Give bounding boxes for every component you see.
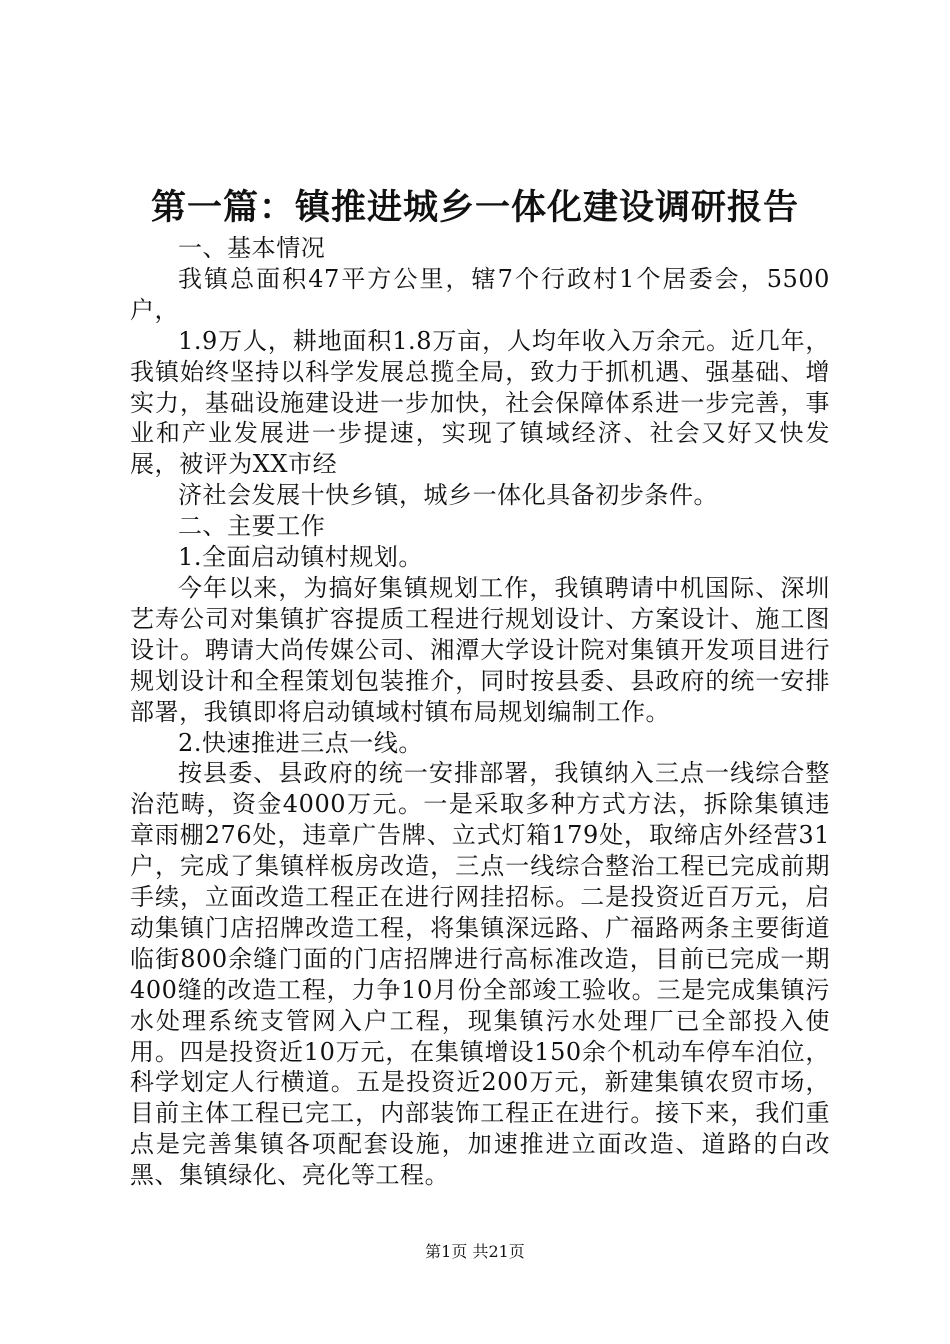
subsection-heading: 1.全面启动镇村规划。 <box>178 543 423 572</box>
page-number-footer: 第1页 共21页 <box>425 1242 525 1261</box>
document-title: 第一篇：镇推进城乡一体化建设调研报告 <box>150 187 799 228</box>
paragraph: 按县委、县政府的统一安排部署，我镇纳入三点一线综合整治范畴，资金4000万元。一是采取多种方式方法，拆除集镇违章雨棚276处，违章广告牌、立式灯箱179处，取缔店外经营31户，完成了集镇样板房改造，三点一线综合整治工程已完成前期手续，立面改造工程正在进行网挂招标。二是投资近百万元，启动集镇门店招牌改造工程，将集镇深远路、广福路两条主要街道临街800余缝门面的门店招牌进行高标准改造，目前已完成一期400缝的改造工程，力争10月份全部竣工验收。三是完成集镇污水处理系统支管网入户工程，现集镇污水处理厂已全部投入使用。四是投资近10万元，在集镇增设150余个机动车停车泊位，科学划定人行横道。五是投资近200万元，新建集镇农贸市场，目前主体工程已完工，内部装饰工程正在进行。接下来，我们重点是完善集镇各项配套设施，加速推进立面改造、道路的白改黑、集镇绿化、亮化等工程。 <box>130 759 830 1190</box>
paragraph: 济社会发展十快乡镇，城乡一体化具备初步条件。 <box>178 481 719 510</box>
subsection-heading: 2.快速推进三点一线。 <box>178 728 423 757</box>
document-body <box>130 233 830 1191</box>
section-heading: 二、主要工作 <box>178 512 326 541</box>
paragraph: 我镇总面积47平方公里，辖7个行政村1个居委会，5500户， <box>130 264 830 324</box>
paragraph: 1.9万人，耕地面积1.8万亩，人均年收入万余元。近几年，我镇始终坚持以科学发展总揽全局，致力于抓机遇、强基础、增实力，基础设施建设进一步加快，社会保障体系进一步完善，事业和产业发展进一步提速，实现了镇域经济、社会又好又快发展，被评为XX市经 <box>130 326 830 479</box>
section-heading: 一、基本情况 <box>178 234 326 262</box>
paragraph: 今年以来，为搞好集镇规划工作，我镇聘请中机国际、深圳艺寿公司对集镇扩容提质工程进行规划设计、方案设计、施工图设计。聘请大尚传媒公司、湘潭大学设计院对集镇开发项目进行规划设计和全程策划包装推介，同时按县委、县政府的统一安排部署，我镇即将启动镇域村镇布局规划编制工作。 <box>130 573 830 726</box>
